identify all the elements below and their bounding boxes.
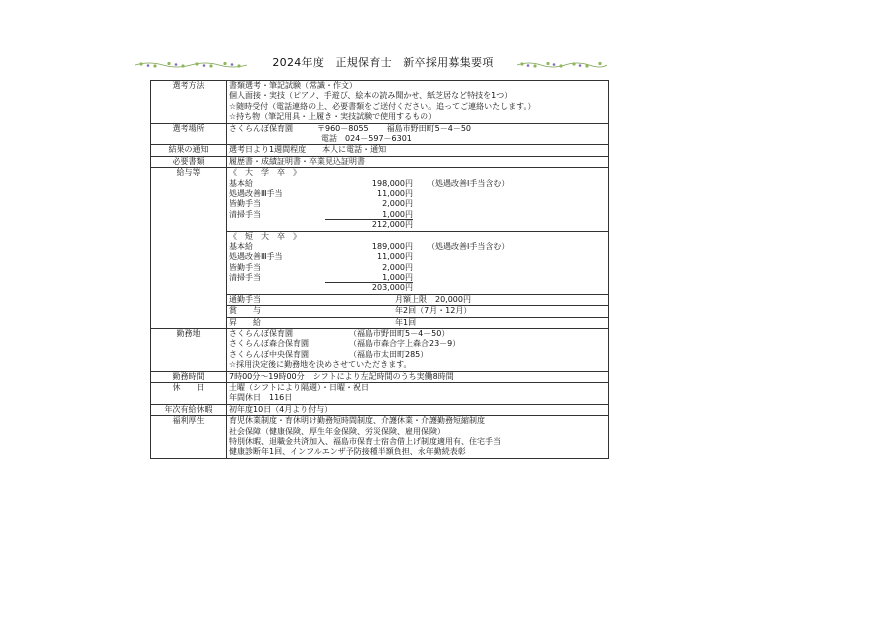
pay-raise — [227, 317, 608, 328]
row-content — [227, 145, 609, 156]
text-line: 書類選考・筆記試験（常識・作文） — [229, 81, 357, 90]
row-content — [227, 81, 609, 124]
row-content — [227, 329, 609, 372]
total-value: 212,000円 — [371, 220, 413, 230]
row-content — [227, 404, 609, 415]
location-address: （福島市森合字上森合23－9） — [349, 339, 461, 349]
bonus — [227, 305, 608, 316]
row-label: 休 日 — [151, 382, 227, 404]
row-content — [227, 168, 609, 329]
salary-item — [229, 252, 606, 262]
row-content — [227, 371, 609, 382]
row-label: 年次有給休暇 — [151, 404, 227, 415]
item-value: 1,000円 — [325, 210, 413, 220]
item-value: 年2回（7月・12月） — [395, 306, 472, 316]
item-value: 1,000円 — [325, 273, 413, 283]
row-selection-place — [151, 123, 609, 145]
row-content — [227, 156, 609, 167]
salary-item — [229, 189, 606, 199]
item-name: 昇 給 — [229, 317, 261, 327]
total-value: 203,000円 — [371, 283, 413, 293]
row-paid-leave — [151, 404, 609, 415]
item-name: 処遇改善Ⅲ手当 — [229, 188, 283, 198]
right-vine-ornament — [517, 60, 607, 68]
item-name: 皆勤手当 — [229, 262, 261, 272]
row-content — [227, 123, 609, 145]
row-content — [227, 416, 609, 459]
university-salary-block — [227, 168, 608, 230]
row-label: 給与等 — [151, 168, 227, 329]
item-name: 処遇改善Ⅲ手当 — [229, 252, 283, 262]
row-content — [227, 382, 609, 404]
row-selection-method — [151, 81, 609, 124]
salary-total — [229, 283, 606, 293]
row-benefits — [151, 416, 609, 459]
location-name: さくらんぼ森合保育園 — [229, 339, 309, 349]
row-label: 選考場所 — [151, 123, 227, 145]
item-name: 基本給 — [229, 178, 253, 188]
row-label: 選考方法 — [151, 81, 227, 124]
row-label: 勤務時間 — [151, 371, 227, 382]
row-label: 勤務地 — [151, 329, 227, 372]
item-name: 清掃手当 — [229, 273, 261, 283]
row-required-documents — [151, 156, 609, 167]
text-line: ☆随時受付（電話連絡の上、必要書類をご送付ください。追ってご連絡いたします。） — [229, 101, 536, 111]
item-name: 通勤手当 — [229, 294, 261, 304]
salary-item — [229, 210, 606, 220]
item-note: （処遇改善Ⅰ手当含む） — [427, 241, 510, 251]
item-value: 年1回 — [395, 317, 417, 327]
salary-item — [229, 263, 606, 273]
row-label: 必要書類 — [151, 156, 227, 167]
item-value: 198,000円 — [371, 178, 413, 188]
item-name: 賞 与 — [229, 306, 261, 316]
text-line: 7時00分～19時00分 シフトにより左記時間のうち実働8時間 — [229, 371, 454, 381]
location-name: さくらんぼ中央保育園 — [229, 349, 309, 359]
row-salary — [151, 168, 609, 329]
text-line: 土曜（シフトにより隔週）・日曜・祝日 — [229, 382, 369, 392]
item-value: 2,000円 — [382, 199, 413, 209]
row-label: 結果の通知 — [151, 145, 227, 156]
item-name: 基本給 — [229, 241, 253, 251]
recruitment-table — [150, 80, 609, 459]
text-line: 健康診断年1回、インフルエンザ予防接種半額負担、永年勤続表彰 — [229, 447, 466, 457]
text-line: 年間休日 116日 — [229, 393, 293, 403]
text-line: 初年度10日（4月より付与） — [229, 404, 333, 414]
text-line: 履歴書・成績証明書・卒業見込証明書 — [229, 156, 365, 166]
item-value: 2,000円 — [382, 262, 413, 272]
item-value: 11,000円 — [377, 252, 413, 262]
text-line: 特別休暇、退職金共済加入、福島市保育士宿舎借上げ制度適用有、住宅手当 — [229, 436, 501, 446]
junior-college-heading: 《 短 大 卒 》 — [229, 231, 301, 241]
page-title: 2024年度 正規保育士 新卒採用募集要項 — [272, 56, 494, 69]
commute-allowance — [227, 294, 608, 305]
item-value: 11,000円 — [377, 188, 413, 198]
address-line — [229, 124, 606, 134]
location-note: ☆採用決定後に勤務地を決めさせていただきます。 — [229, 360, 412, 370]
row-holidays — [151, 382, 609, 404]
item-name: 清掃手当 — [229, 209, 261, 219]
row-work-hours — [151, 371, 609, 382]
salary-item — [229, 179, 606, 189]
junior-college-salary-block — [227, 231, 608, 294]
nursery-name: さくらんぼ保育園 — [229, 123, 293, 133]
row-result-notice — [151, 145, 609, 156]
location-address: （福島市太田町285） — [349, 349, 429, 359]
university-heading: 《 大 学 卒 》 — [229, 168, 301, 178]
location-item — [229, 350, 606, 360]
location-address: （福島市野田町5－4－50） — [349, 329, 450, 339]
row-label: 福利厚生 — [151, 416, 227, 459]
item-name: 皆勤手当 — [229, 199, 261, 209]
row-work-location — [151, 329, 609, 372]
item-value: 189,000円 — [371, 241, 413, 251]
salary-item — [229, 273, 606, 283]
phone-number: 電話 024－597－6301 — [321, 133, 412, 143]
address: 福島市野田町5－4－50 — [386, 123, 471, 133]
location-item — [229, 339, 606, 349]
salary-item — [229, 199, 606, 209]
text-line: 社会保障（健康保険、厚生年金保険、労災保険、雇用保険） — [229, 426, 445, 436]
text-line: 個人面接・実技（ピアノ、手遊び、絵本の読み聞かせ、紙芝居など特技を1つ） — [229, 91, 513, 101]
text-line: 育児休業制度・育休明け勤務短時間制度、介護休業・介護勤務短縮制度 — [229, 416, 485, 426]
item-note: （処遇改善Ⅰ手当含む） — [427, 178, 510, 188]
text-line: 選考日より1週間程度 本人に電話・通知 — [229, 145, 387, 155]
location-name: さくらんぼ保育園 — [229, 329, 293, 339]
left-vine-ornament — [135, 60, 247, 68]
item-value: 月額上限 20,000円 — [395, 294, 471, 304]
postal-code: 〒960－8055 — [317, 123, 369, 133]
location-item — [229, 329, 606, 339]
text-line: ☆持ち物（筆記用具・上履き・実技試験で使用するもの） — [229, 112, 437, 122]
header — [135, 54, 607, 70]
salary-item — [229, 242, 606, 252]
salary-total — [229, 220, 606, 230]
